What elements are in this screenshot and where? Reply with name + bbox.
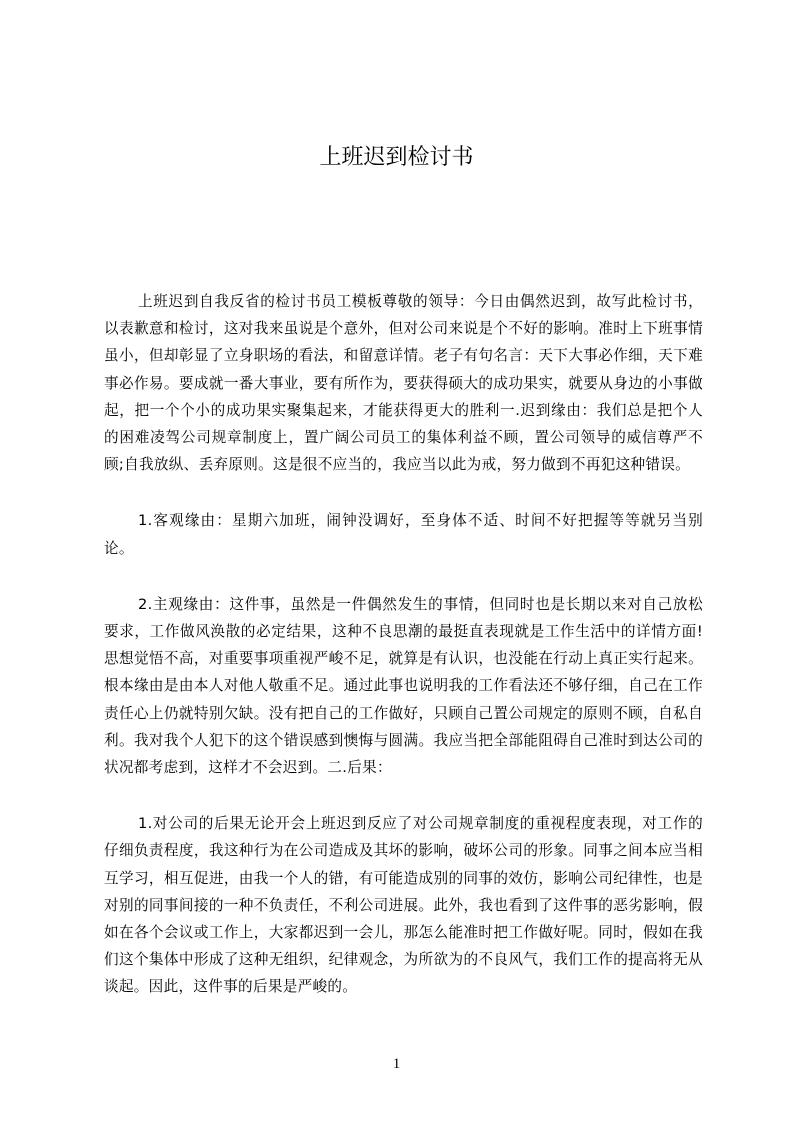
- paragraph-subjective-reason: 2.主观缘由：这件事，虽然是一件偶然发生的事情，但同时也是长期以来对自己放松要求，工作做风涣散的必定结果，这种不良思潮的最挺直表现就是工作生活中的详情方面!思想觉悟不高，对重要事项重视严峻不足，就算是有认识，也没能在行动上真正实行起来。根本缘由是由本人对他人敬重不足。通过此事也说明我的工作看法还不够仔细，自己在工作责任心上仍就特别欠缺。没有把自己的工作做好，只顾自己置公司规定的原则不顾，自私自利。我对我个人犯下的这个错误感到懊悔与圆满。我应当把全部能阻碍自己准时到达公司的状况都考虑到，这样才不会迟到。二.后果：: [104, 595, 703, 777]
- paragraph-objective-reason: 1.客观缘由：星期六加班，闹钟没调好，至身体不适、时间不好把握等等就另当别论。: [104, 512, 703, 557]
- page-title: 上班迟到检讨书: [319, 145, 474, 170]
- paragraph-consequences: 1.对公司的后果无论开会上班迟到反应了对公司规章制度的重视程度表现，对工作的仔细负责程度，我这种行为在公司造成及其坏的影响，破坏公司的形象。同事之间本应当相互学习，相互促进，由我一个人的错，有可能造成别的同事的效仿，影响公司纪律性，也是对别的同事间接的一种不负责任，不利公司进展。此外，我也看到了这件事的恶劣影响，假如在各个会议或工作上，大家都迟到一会儿，那怎么能准时把工作做好呢。同时，假如在我们这个集体中形成了这种无组织，纪律观念，为所欲为的不良风气，我们工作的提高将无从谈起。因此，这件事的后果是严峻的。: [104, 815, 703, 996]
- page-number: 1: [392, 1056, 401, 1072]
- document-body: [104, 288, 703, 1030]
- paragraph-intro: 上班迟到自我反省的检讨书员工模板尊敬的领导：今日由偶然迟到，故写此检讨书，以表歉意和检讨，这对我来虽说是个意外，但对公司来说是个不好的影响。准时上下班事情虽小，但却彰显了立身职场的看法，和留意详情。老子有句名言：天下大事必作细，天下难事必作易。要成就一番大事业，要有所作为，要获得硕大的成功果实，就要从身边的小事做起，把一个个小的成功果实聚集起来，才能获得更大的胜利一.迟到缘由：我们总是把个人的困难凌驾公司规章制度上，置广阔公司员工的集体利益不顾，置公司领导的威信尊严不顾;自我放纵、丢弃原则。这是很不应当的，我应当以此为戒，努力做到不再犯这种错误。: [104, 293, 703, 474]
